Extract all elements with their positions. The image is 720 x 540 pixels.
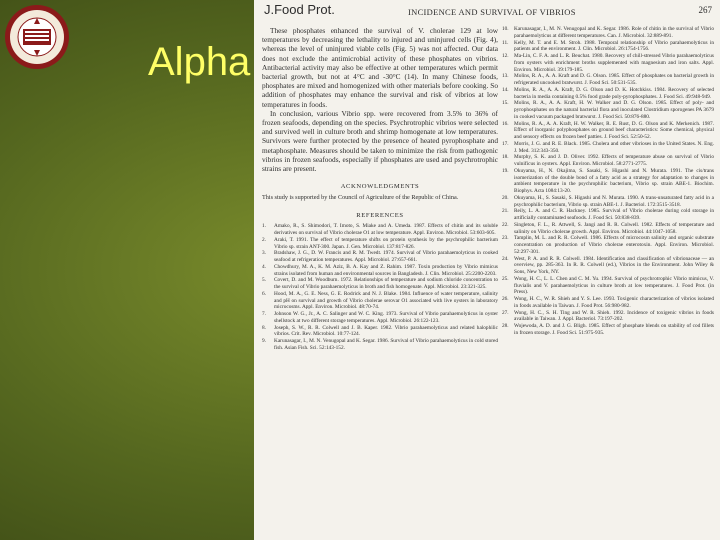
- reference-item: 6. Hood, M. A., G. E. Ness, G. E. Rodrick and N. J. Blake. 1984. Influence of water temperature, salinity and pH on survival and growth of Vibrio cholerae serovar O1 associated with live oysters in laboratory microcosms. Appl. Environ. Microbiol. 48:70-74.: [262, 290, 498, 311]
- page-number: 267: [698, 5, 712, 15]
- reference-item: 10. Karunasagar, I., M. N. Venugopal and K. Segar. 1986. Role of chitin in the survival of Vibrio parahaemolyticus at different temperatures. Can. J. Microbiol. 32:889-891.: [502, 26, 714, 39]
- left-column: [262, 26, 498, 352]
- reference-item: 17. Morris, J. G. and R. E. Black. 1985. Cholera and other vibrioses in the United States. N. Eng. J. Med. 312:343-350.: [502, 140, 714, 154]
- reference-item: 26. Wong, H. C., W. R. Shieh and Y. S. Lee. 1993. Toxigenic characterization of vibrios isolated in foods available in Taiwan. J. Food Prot. 56:980-982.: [502, 296, 714, 309]
- reference-item: 11. Kelly, M. T. and E. M. Stroh. 1988. Temporal relationship of Vibrio parahaemolyticus in patients and the environment. J. Clin. Microbiol. 26:1754-1756.: [502, 39, 714, 53]
- paragraph: In conclusion, various Vibrio spp. were recovered from 3.5% to 36% of frozen seafoods, depending on the species. Psychrotrophic vibrios were selected and survived well in culture broth and shrimp homogenate at low temperatures. Survivors were further protected by the presence of heated pyrophosphate and metaphosphate. Measures should be taken to minimize the risk from pathogenic vibrios in frozen seafoods, especially if phosphates are used and psychrotrophic strains are present.: [262, 108, 498, 174]
- reference-item: 7. Johnson W. G., Jr., A. C. Salinger and W. C. King. 1973. Survival of Vibrio parahaemolyticus in oyster shellstock at two different storage temperatures. Appl. Microbiol. 26:122-123.: [262, 311, 498, 324]
- reference-item: 15. Molins, R. A., A. A. Kraft, H. W. Walker and D. G. Olson. 1985. Effect of poly- and pyrophosphates on the natural bacterial flora and inoculated Clostridium sporogenes PA 3679 in cooked vacuum packaged bratwurst. J. Food Sci. 50:876-880.: [502, 100, 714, 120]
- reference-item: 27. Wong, H. C., S. H. Ting and W. R. Shieh. 1992. Incidence of toxigenic vibrios in foods available in Taiwan. J. Appl. Bacteriol. 73:197-202.: [502, 309, 714, 323]
- paragraph: These phosphates enhanced the survival of V. cholerae 129 at low temperatures by decreasing the lethality to injured and uninjured cells (Fig. 4), whereas the level of uninjured viable cells (Fig. 5) was not affected. Our data does not exclude the antimicrobial activity of these phosphates on vibrios. Antibacterial activity may also be effective at other temperatures which permit bacterial growth, but not at 4°C and -30°C (14). In many Chinese foods, phosphates are mixed and homogenized with other materials before cooking. So addition of phosphates may enhance the survival and risk of vibrios at low temperatures in foods.: [262, 26, 498, 109]
- reference-item: 22. Singleton, F. L., R. Attwell, S. Jangi and R. R. Colwell. 1982. Effects of temperature and salinity on Vibrio cholerae growth. Appl. Environ. Microbiol. 44:1047-1058.: [502, 221, 714, 235]
- reference-item: 28. Wojewoda, A. D. and J. G. Bligh. 1985. Effect of phosphate blends on stability of cod fillets in frozen storage. J. Food Sci. 51:975-935.: [502, 323, 714, 336]
- acknowledgments-heading: ACKNOWLEDGMENTS: [340, 183, 420, 191]
- reference-item: 23. Tamplin, M. L. and R. R. Colwell. 1986. Effects of microcosm salinity and organic substrate concentration on production of Vibrio cholerae enterotoxin. Appl. Environ. Microbiol. 52:297-301.: [502, 235, 714, 255]
- reference-item: 14. Molins, R. A., A. A. Kraft, D. G. Olson and D. K. Hotchkiss. 1984. Recovery of selected bacteria in media containing 0.5% food grade poly-pyrophosphates. J. Food Sci. 49:948-949.: [502, 86, 714, 100]
- right-column: [502, 26, 714, 337]
- reference-list-right: [502, 26, 714, 337]
- body-text: [262, 26, 498, 173]
- acknowledgments-text: This study is supported by the Council of Agriculture of the Republic of China.: [262, 194, 459, 202]
- reference-list-left: [262, 223, 498, 351]
- reference-item: 20. Okuyama, H., S. Sasaki, S. Higashi and N. Murata. 1990. A trans-unsaturated fatty acid in a psychrophilic bacterium, Vibrio sp. strain ABE-1. J. Bacteriol. 172:3515-3518.: [502, 194, 714, 208]
- reference-item: 16. Molins, R. A., A. A. Kraft, H. W. Walker, R. E. Rust, D. G. Olson and K. Merkenich. 1987. Effect of inorganic polyphosphates on ground beef characteristics: Some chemical, physical and sensory effects on frozen beef patties. J. Food Sci. 52:50-52.: [502, 120, 714, 140]
- reference-item: 18. Murphy, S. K. and J. D. Oliver. 1992. Effects of temperature abuse on survival of Vibrio vulnificus in oysters. Appl. Environ. Microbiol. 58:2771-2775.: [502, 154, 714, 167]
- reference-item: 5. Covert, D. and M. Woodburn. 1972. Relationships of temperature and sodium chloride concentration to the survival of Vibrio parahaemolyticus in broth and fish homogenate. Appl. Microbiol. 23:321-325.: [262, 277, 498, 291]
- reference-item: 4. Chowdhury, M. A., K. M. Aziz, B. A. Kay and Z. Rahim. 1987. Toxin production by Vibrio mimicus strains isolated from human and environmental sources in Bangladesh. J. Clin. Microbiol. 25:2200-2203.: [262, 263, 498, 277]
- reference-item: 12. Ma-Lin, C. F. A. and L. R. Beuchat. 1980. Recovery of chill-stressed Vibrio parahaemolyticus from oysters with enrichment broths supplemented with magnesium and iron salts. Appl. Environ. Microbiol. 39:179-185.: [502, 53, 714, 73]
- reference-item: 13. Molins, R. A., A. A. Kraft and D. G. Olson. 1985. Effect of phosphates on bacterial growth in refrigerated uncooked bratwurst. J. Food Sci. 50:531-535.: [502, 73, 714, 86]
- journal-page: [254, 0, 720, 540]
- reference-item: 21. Reily, L. A. and C. R. Hackney. 1985. Survival of Vibrio cholerae during cold storage in artificially contaminated seafoods. J. Food Sci. 50:838-839.: [502, 208, 714, 221]
- journal-name: J.Food Prot.: [264, 2, 335, 17]
- slide-title: Alpha: [148, 40, 251, 84]
- running-title: INCIDENCE AND SURVIVAL OF VIBRIOS: [408, 7, 576, 17]
- university-seal-icon: [4, 4, 70, 70]
- reference-item: 25. Wong, H. C., L. L. Chen and C. M. Yu. 1994. Survival of psychrotrophic Vibrio mimicus, V. fluvialis and V. parahaemolyticus in culture broth at low temperatures. J. Food Prot. (in Press).: [502, 275, 714, 296]
- reference-item: 3. Bradshaw, J. G., D. W. Francis and R. M. Twedt. 1974. Survival of Vibrio parahaemolyticus in cooked seafood at refrigeration temperatures. Appl. Microbiol. 27:657-661.: [262, 250, 498, 264]
- reference-item: 2. Araki, T. 1991. The effect of temperature shifts on protein synthesis by the psychrophilic bacterium Vibrio sp. strain ANT-300. Japan. J. Gen. Microbiol. 137:817-826.: [262, 236, 498, 250]
- reference-item: 1. Amako, R., S. Shimodori, T. Imoto, S. Miake and A. Umeda. 1987. Effects of chitin and its soluble derivatives on survival of Vibrio cholerae O1 at low temperature. Appl. Environ. Microbiol. 53:603-605.: [262, 223, 498, 237]
- reference-item: 19. Okuyama, H., N. Okajima, S. Sasaki, S. Higashi and N. Murata. 1991. The cis/trans isomerization of the double bond of a fatty acid as a strategy for adaptation to changes in ambient temperature in the psychrophilic bacterium, Vibrio sp. strain ABE-1. Biochim. Biophys. Acta 1084:13-20.: [502, 167, 714, 194]
- reference-item: 24. West, P. A. and R. R. Colwell. 1984. Identification and classification of vibrionaceae — an overview, pp. 285-363. In R. R. Colwell (ed.), Vibrios in the Environment. John Wiley & Sons, New York, NY.: [502, 255, 714, 275]
- references-heading: REFERENCES: [356, 212, 404, 220]
- reference-item: 8. Joseph, S. W., R. R. Colwell and J. B. Kaper. 1982. Vibrio parahaemolyticus and related halophilic vibrios. Crit. Rev. Microbiol. 10:77-124.: [262, 324, 498, 338]
- reference-item: 9. Karunasagar, I., M. N. Venugopal and K. Segar. 1986. Survival of Vibrio parahaemolyticus in cold stored fish. Asian Fish. Sci. 52:143-152.: [262, 338, 498, 351]
- running-head: [262, 2, 714, 18]
